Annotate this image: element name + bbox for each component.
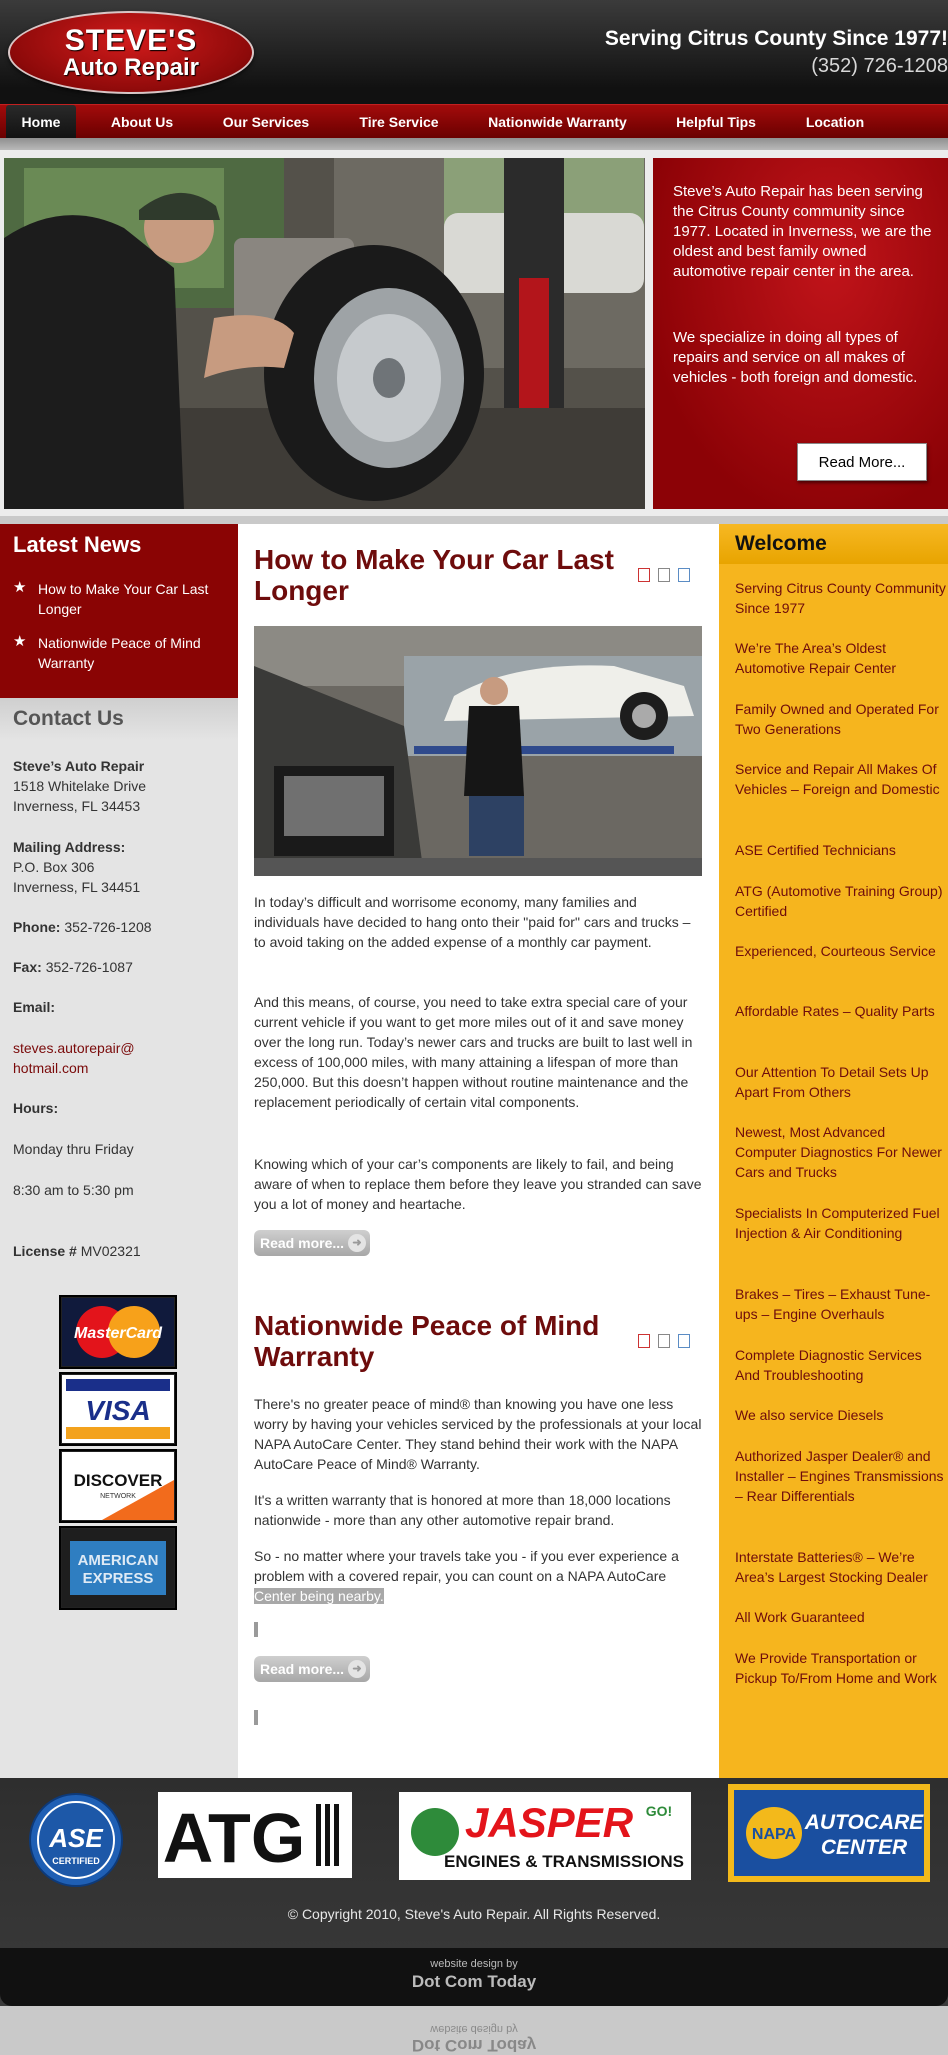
hero-read-more-button[interactable]: Read More... [797, 443, 927, 481]
jasper-text: JASPER [464, 1799, 634, 1846]
discover-network-text: NETWORK [100, 1493, 136, 1500]
welcome-item: Our Attention To Detail Sets Up Apart From Others [735, 1064, 929, 1100]
jasper-sub-text: ENGINES & TRANSMISSIONS [444, 1852, 684, 1871]
reflection-design-big: Dot Com Today [411, 2036, 537, 2055]
article1-paragraph2: And this means, of course, you need to take extra special care of your current vehicle if you want to get more miles out of it and save money over the long run. Today’s newer cars and trucks are built to last well in excess of 100,000 miles, with many attaining a lifespan of more than 250,000. But this doesn’t happen without routine maintenance and the replacement periodically of certain vital components. [254, 994, 693, 1110]
fax-label: Fax: [13, 959, 42, 975]
mailing-address [13, 837, 235, 897]
news-item-warranty[interactable] [13, 633, 235, 673]
amex-logo [61, 1528, 175, 1608]
napa-center-text: CENTER [820, 1836, 908, 1859]
contact-phone [13, 917, 235, 937]
hero-illustration [4, 158, 645, 509]
hours-time: 8:30 am to 5:30 pm [13, 1182, 134, 1198]
atg-logo [158, 1792, 352, 1878]
hours-days: Monday thru Friday [13, 1141, 134, 1157]
nav-item-home[interactable]: Home [6, 105, 76, 139]
mastercard-text: MasterCard [73, 1325, 163, 1342]
address-line1: 1518 Whitelake Drive [13, 778, 147, 794]
print-icon[interactable] [658, 568, 670, 582]
welcome-item: We also service Diesels [735, 1407, 884, 1423]
nav-item-helpful-tips[interactable]: Helpful Tips [676, 114, 756, 130]
main-content [238, 524, 719, 1778]
welcome-item: Affordable Rates – Quality Parts [735, 1003, 935, 1019]
ase-certified-logo [28, 1792, 124, 1888]
visa-logo [61, 1374, 175, 1444]
article2-paragraph3 [254, 1546, 704, 1606]
article1-photo-mechanic [254, 626, 702, 876]
design-credit-label: website design by [430, 1958, 518, 1970]
business-name: Steve’s Auto Repair [13, 758, 145, 774]
amex-line1: AMERICAN [77, 1552, 159, 1569]
latest-news-title: Latest News [13, 532, 142, 557]
mailing-line1: P.O. Box 306 [13, 859, 95, 875]
license [13, 1241, 235, 1261]
welcome-item: We’re The Area’s Oldest Automotive Repair Center [735, 640, 897, 676]
article2-highlighted-text: Center being nearby. [254, 1588, 384, 1604]
jasper-logo [399, 1792, 691, 1880]
logo-line2: Auto Repair [62, 54, 199, 81]
article2-paragraph1: There's no greater peace of mind® than knowing you have one less worry by having your vehicles serviced by the professionals at your local NAPA AutoCare Center. They stand behind their work with the NAPA AutoCare Peace of Mind® Warranty. [254, 1396, 702, 1472]
email-label [13, 997, 235, 1017]
main-nav [0, 104, 948, 138]
welcome-item: ATG (Automotive Training Group) Certified [735, 883, 943, 919]
article1-read-more-button[interactable] [254, 1230, 370, 1256]
phone-value: 352-726-1208 [64, 919, 152, 935]
star-icon: ★ [13, 579, 27, 596]
mastercard-logo [61, 1297, 175, 1367]
hours-label-text: Hours: [13, 1100, 59, 1116]
article1-paragraph1: In today’s difficult and worrisome economy, many families and individuals have decided to hang onto their "paid for" cars and trucks – to avoid taking on the added expense of a monthly car payment. [254, 894, 691, 950]
article1-title[interactable]: How to Make Your Car Last Longer [254, 544, 614, 606]
welcome-title: Welcome [719, 524, 948, 564]
amex-line2: EXPRESS [82, 1570, 154, 1587]
discover-icon [62, 1452, 174, 1520]
news-item-label: How to Make Your Car Last Longer [38, 581, 209, 617]
nav-item-about-us[interactable]: About Us [110, 114, 174, 130]
atg-text: ATG [162, 1799, 306, 1877]
mastercard-icon [62, 1298, 174, 1366]
email-line2[interactable]: hotmail.com [13, 1060, 89, 1076]
arrow-icon: ➜ [348, 1660, 366, 1678]
news-item-car-last-longer[interactable] [13, 579, 235, 619]
nav-item-nationwide-warranty[interactable]: Nationwide Warranty [488, 114, 627, 130]
email-icon[interactable] [678, 1334, 690, 1348]
welcome-item: Serving Citrus County Community Since 1977 [735, 580, 946, 616]
napa-text: NAPA [751, 1826, 797, 1843]
copyright: © Copyright 2010, Steve's Auto Repair. All Rights Reserved. [287, 1906, 661, 1922]
article1-paragraph3: Knowing which of your car’s components are likely to fail, and being aware of when to replace them before they leave you stranded can save you a lot of money and heartache. [254, 1156, 702, 1212]
hero-intro-box [653, 158, 948, 509]
read-more-label: Read more... [260, 1661, 345, 1677]
site-logo[interactable] [8, 11, 254, 94]
pdf-icon[interactable] [638, 568, 650, 582]
email-label-text: Email: [13, 999, 56, 1015]
nav-item-our-services[interactable]: Our Services [222, 114, 310, 130]
license-label: License # [13, 1243, 77, 1259]
footer-reflection [0, 2006, 948, 2055]
contact-address [13, 756, 235, 816]
phone-label: Phone: [13, 919, 61, 935]
license-value: MV02321 [80, 1243, 141, 1259]
tagline: Serving Citrus County Since 1977! [604, 27, 948, 50]
reflection-design-small: website design by [430, 2023, 518, 2035]
fax-value: 352-726-1087 [45, 959, 133, 975]
welcome-item: ASE Certified Technicians [735, 842, 896, 858]
news-item-label: Nationwide Peace of Mind Warranty [38, 635, 201, 671]
welcome-item: Newest, Most Advanced Computer Diagnostics For Newer Cars and Trucks [735, 1124, 942, 1180]
logo-line1: STEVE'S [64, 24, 198, 57]
ase-certified-text: CERTIFIED [52, 1856, 100, 1866]
partner-logos [0, 1778, 948, 1890]
nav-item-location[interactable]: Location [805, 114, 865, 130]
hero-intro-text: Steve’s Auto Repair has been serving the Citrus County community since 1977. Located in Inverness, we are the oldest and best family owned automotive repair center in the area. [673, 183, 932, 280]
welcome-item: Authorized Jasper Dealer® and Installer – Engines Transmissions – Rear Differentials [735, 1448, 944, 1504]
welcome-item: Service and Repair All Makes Of Vehicles – Foreign and Domestic [735, 761, 940, 797]
napa-autocare-logo [728, 1784, 930, 1882]
header-phone: (352) 726-1208 [811, 55, 948, 77]
design-credit-link[interactable]: Dot Com Today [411, 1972, 537, 1991]
article2-title[interactable]: Nationwide Peace of Mind Warranty [254, 1310, 600, 1372]
article1-illustration [254, 626, 702, 876]
article2-tools [638, 1334, 702, 1350]
star-icon: ★ [13, 633, 27, 650]
print-icon[interactable] [658, 1334, 670, 1348]
mailing-label: Mailing Address: [13, 839, 126, 855]
contact-title: Contact Us [0, 698, 238, 740]
pdf-icon[interactable] [638, 1334, 650, 1348]
email-link[interactable] [13, 1038, 235, 1078]
welcome-item: Interstate Batteries® – We’re Area’s Largest Stocking Dealer [735, 1549, 928, 1585]
nav-item-tire-service[interactable]: Tire Service [359, 114, 439, 130]
hours-label [13, 1098, 235, 1118]
welcome-item: Family Owned and Operated For Two Generations [735, 701, 939, 737]
text-cursor-mark [254, 1710, 258, 1725]
napa-autocare-text: AUTOCARE [804, 1811, 924, 1834]
right-sidebar [719, 524, 948, 1778]
hero-specialize-text: We specialize in doing all types of repairs and service on all makes of vehicles - both foreign and domestic. [673, 329, 918, 386]
hero-photo-mechanic-tire [4, 158, 645, 509]
left-sidebar [0, 524, 238, 1778]
text-cursor-mark [254, 1622, 258, 1637]
article2-paragraph2: It's a written warranty that is honored at more than 18,000 locations nationwide - more than any other automotive repair brand. [254, 1492, 671, 1528]
article2-paragraph3-text: So - no matter where your travels take you - if you ever experience a problem with a covered repair, you can count on a NAPA AutoCare [254, 1548, 679, 1584]
site-header [0, 0, 948, 104]
latest-news-panel [0, 524, 238, 700]
welcome-item: We Provide Transportation or Pickup To/From Home and Work [735, 1650, 937, 1686]
nav-divider [0, 138, 948, 150]
read-more-label: Read more... [260, 1235, 345, 1251]
article2-read-more-button[interactable] [254, 1656, 370, 1682]
amex-icon [62, 1529, 174, 1607]
visa-icon [62, 1375, 174, 1443]
welcome-item: Brakes – Tires – Exhaust Tune-ups – Engine Overhauls [735, 1286, 931, 1322]
discover-text: DISCOVER [73, 1471, 163, 1490]
welcome-item: All Work Guaranteed [735, 1609, 865, 1625]
ase-text: ASE [49, 1823, 103, 1853]
arrow-icon: ➜ [348, 1234, 366, 1252]
article1-tools [638, 568, 702, 584]
welcome-item: Complete Diagnostic Services And Troubleshooting [735, 1347, 922, 1383]
welcome-item: Experienced, Courteous Service [735, 943, 936, 959]
welcome-item: Specialists In Computerized Fuel Injection & Air Conditioning [735, 1205, 940, 1241]
email-line1[interactable]: steves.autorepair@ [13, 1040, 135, 1056]
visa-text: VISA [85, 1395, 151, 1426]
email-icon[interactable] [678, 568, 690, 582]
site-footer [0, 1778, 948, 2006]
address-line2: Inverness, FL 34453 [13, 798, 141, 814]
discover-logo [61, 1451, 175, 1521]
mailing-line2: Inverness, FL 34451 [13, 879, 141, 895]
contact-fax [13, 957, 235, 977]
jasper-go-text: GO! [645, 1803, 673, 1819]
